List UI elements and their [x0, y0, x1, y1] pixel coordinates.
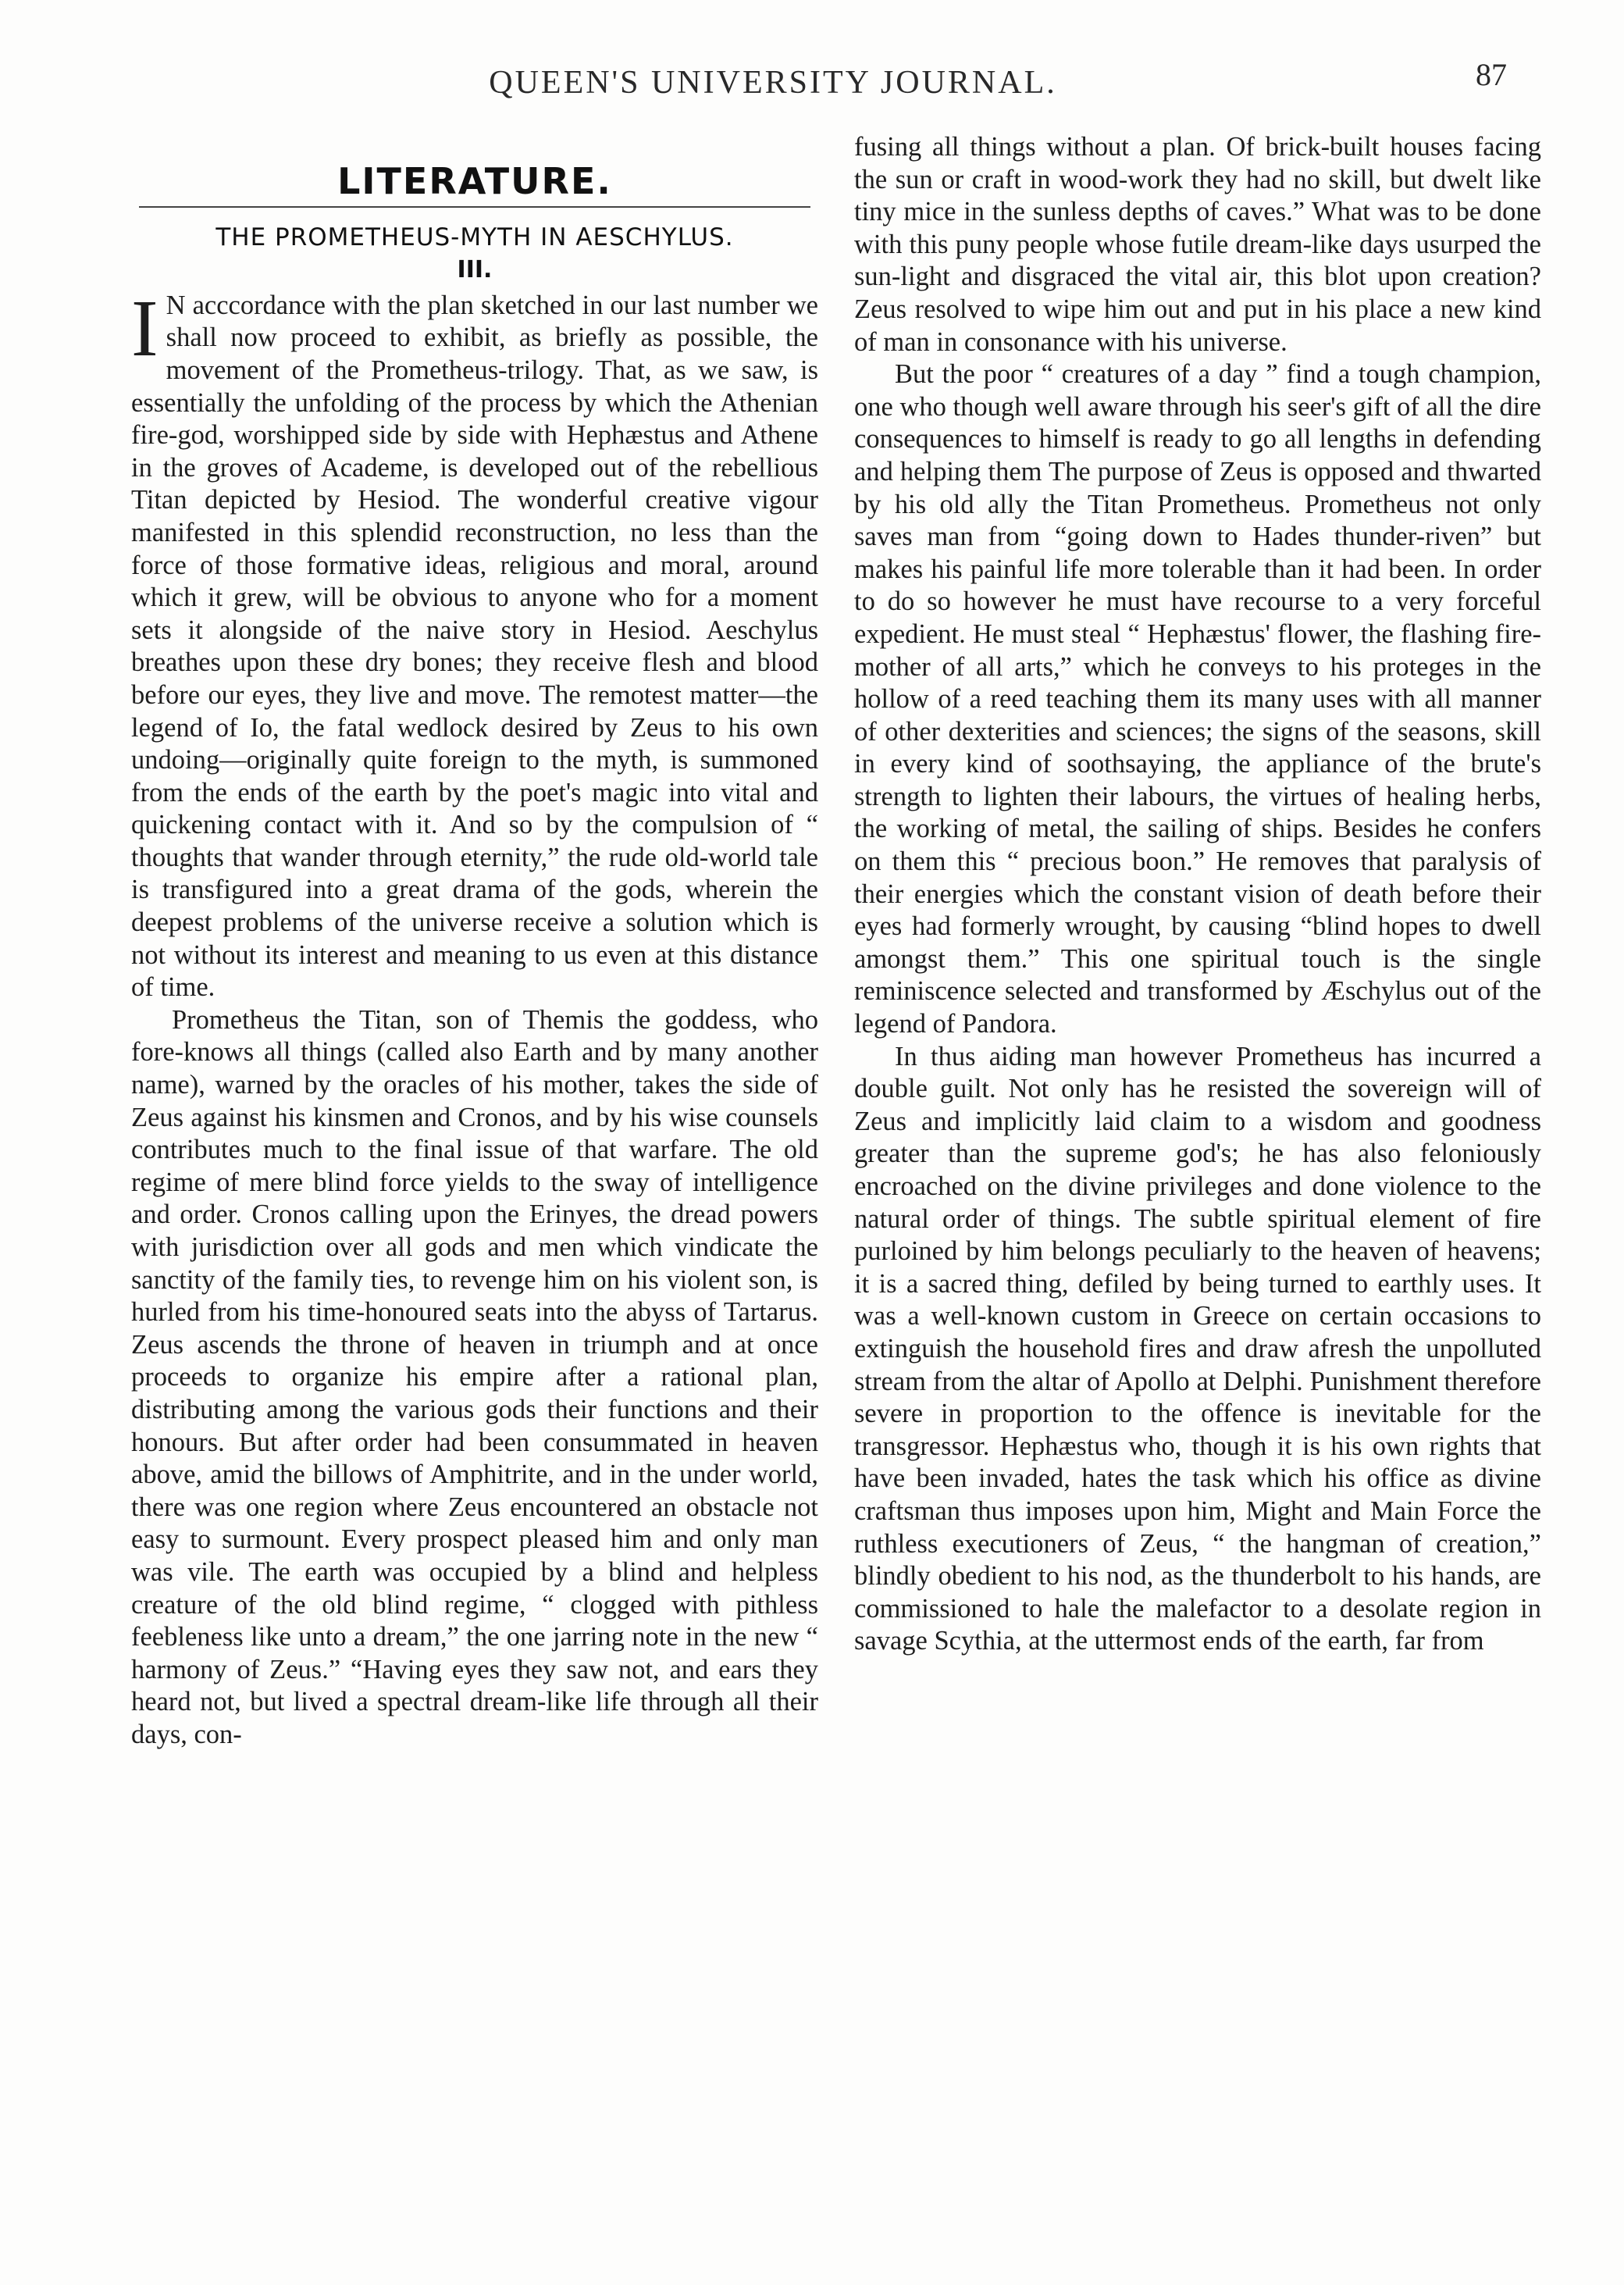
drop-cap: I [131, 283, 158, 373]
running-title: QUEEN'S UNIVERSITY JOURNAL. [489, 65, 1057, 101]
right-column [854, 131, 1541, 1658]
article-paragraph-1 [131, 283, 818, 1004]
title-rule [139, 206, 810, 208]
paragraph-1-text: N acccordance with the plan sketched in our last number we shall now proceed to exhibit, as briefly as possible, the movement of the Prometheus-trilogy. That, as we saw, is essentially the unfolding of the process by which the Athenian fire-god, worshipped side by side with Hephæstus and Athene in the groves of Academe, is developed out of the rebellious Titan depicted by Hesiod. The wonderful creative vigour manifested in this splendid reconstruction, no less than the force of those formative ideas, religious and moral, around which it grew, will be obvious to anyone who for a moment sets it alongside of the naive story in Hesiod. Aeschylus breathes upon these dry bones; they receive flesh and blood before our eyes, they live and move. The remotest matter—the legend of Io, the fatal wedlock desired by Zeus to his own undoing—originally quite foreign to the myth, is summoned from the ends of the earth by the poet's magic into vital and quickening contact with it. And so by the compulsion of “ thoughts that wander through eternity,” the rude old-world tale is transfigured into a great drama of the gods, wherein the deepest problems of the universe receive a solution which is not without its interest and meaning to us even at this distance of time. [131, 290, 818, 1003]
article-paragraph-2-continued: fusing all things without a plan. Of brick-built houses facing the sun or craft in wood-work they had no skill, but dwelt like tiny mice in the sunless depths of caves.” What was to be done with this puny people whose futile dream-like days usurped the sun-light and disgraced the vital air, this blot upon creation? Zeus resolved to wipe him out and put in his place a new kind of man in consonance with his universe. [854, 132, 1541, 357]
section-title: LITERATURE. [337, 160, 612, 202]
article-title: THE PROMETHEUS-MYTH IN AESCHYLUS. [215, 223, 734, 251]
article-part-number: III. [457, 256, 493, 284]
left-column [131, 153, 818, 1752]
article-paragraph-4: In thus aiding man however Prometheus has incurred a double guilt. Not only has he resisted the sovereign will of Zeus and implicitly laid claim to a wisdom and goodness greater than the supreme god's; he has also feloniously encroached on the divine privileges and done violence to the natural order of things. The subtle spiritual element of fire purloined by him belongs peculiarly to the heaven of heavens; it is a sacred thing, defiled by being turned to earthly uses. It was a well-known custom in Greece on certain occasions to extinguish the household fires and draw afresh the unpolluted stream from the altar of Apollo at Delphi. Punishment therefore severe in proportion to the offence is inevitable for the transgressor. Hephæstus who, though it is his own rights that have been invaded, hates the task which his office as divine craftsman thus imposes upon him, Might and Main Force the ruthless executioners of Zeus, “ the hangman of creation,” blindly obedient to his nod, as the thunderbolt to his hands, are commissioned to hale the malefactor to a desolate region in savage Scythia, at the uttermost ends of the earth, far from [854, 1041, 1541, 1656]
article-paragraph-2: Prometheus the Titan, son of Themis the goddess, who fore-knows all things (called also Earth and by many another name), warned by the oracles of his mother, takes the side of Zeus against his kinsmen and Cronos, and by his wise counsels contributes much to the final issue of that warfare. The old regime of mere blind force yields to the sway of intelligence and order. Cronos calling upon the Erinyes, the dread powers with jurisdiction over all gods and men which vindicate the sanctity of the family ties, to revenge him on his violent son, is hurled from his time-honoured seats into the abyss of Tartarus. Zeus ascends the throne of heaven in triumph and at once proceeds to organize his empire after a rational plan, distributing among the various gods their functions and their honours. But after order had been consummated in heaven above, amid the billows of Amphitrite, and in the under world, there was one region where Zeus encountered an obstacle not easy to surmount. Every prospect pleased him and only man was vile. The earth was occupied by a blind and helpless creature of the old blind regime, “ clogged with pithless feebleness like unto a dream,” the one jarring note in the new “ harmony of Zeus.” “Having eyes they saw not, and ears they heard not, but lived a spectral dream-like life through all their days, con- [131, 1004, 818, 1749]
page-number: 87 [1476, 57, 1507, 92]
article-paragraph-3: But the poor “ creatures of a day ” find a tough champion, one who though well aware through his seer's gift of all the dire consequences to himself is ready to go all lengths in defending and helping them The purpose of Zeus is opposed and thwarted by his old ally the Titan Prometheus. Prometheus not only saves man from “going down to Hades thunder-riven” but makes his painful life more tolerable than it had been. In order to do so however he must have recourse to a very forceful expedient. He must steal “ Hephæstus' flower, the flashing fire-mother of all arts,” which he conveys to his proteges in the hollow of a reed teaching them its many uses with all manner of other dexterities and sciences; the signs of the seasons, skill in every kind of soothsaying, the appliance of the brute's strength to lighten their labours, the virtues of healing herbs, the working of metal, the sailing of ships. Besides he confers on them this “ precious boon.” He removes that paralysis of their energies which the constant vision of death before their eyes had formerly wrought, by causing “blind hopes to dwell amongst them.” This one spiritual touch is the single reminiscence selected and transformed by Æschylus out of the legend of Pandora. [854, 359, 1541, 1039]
